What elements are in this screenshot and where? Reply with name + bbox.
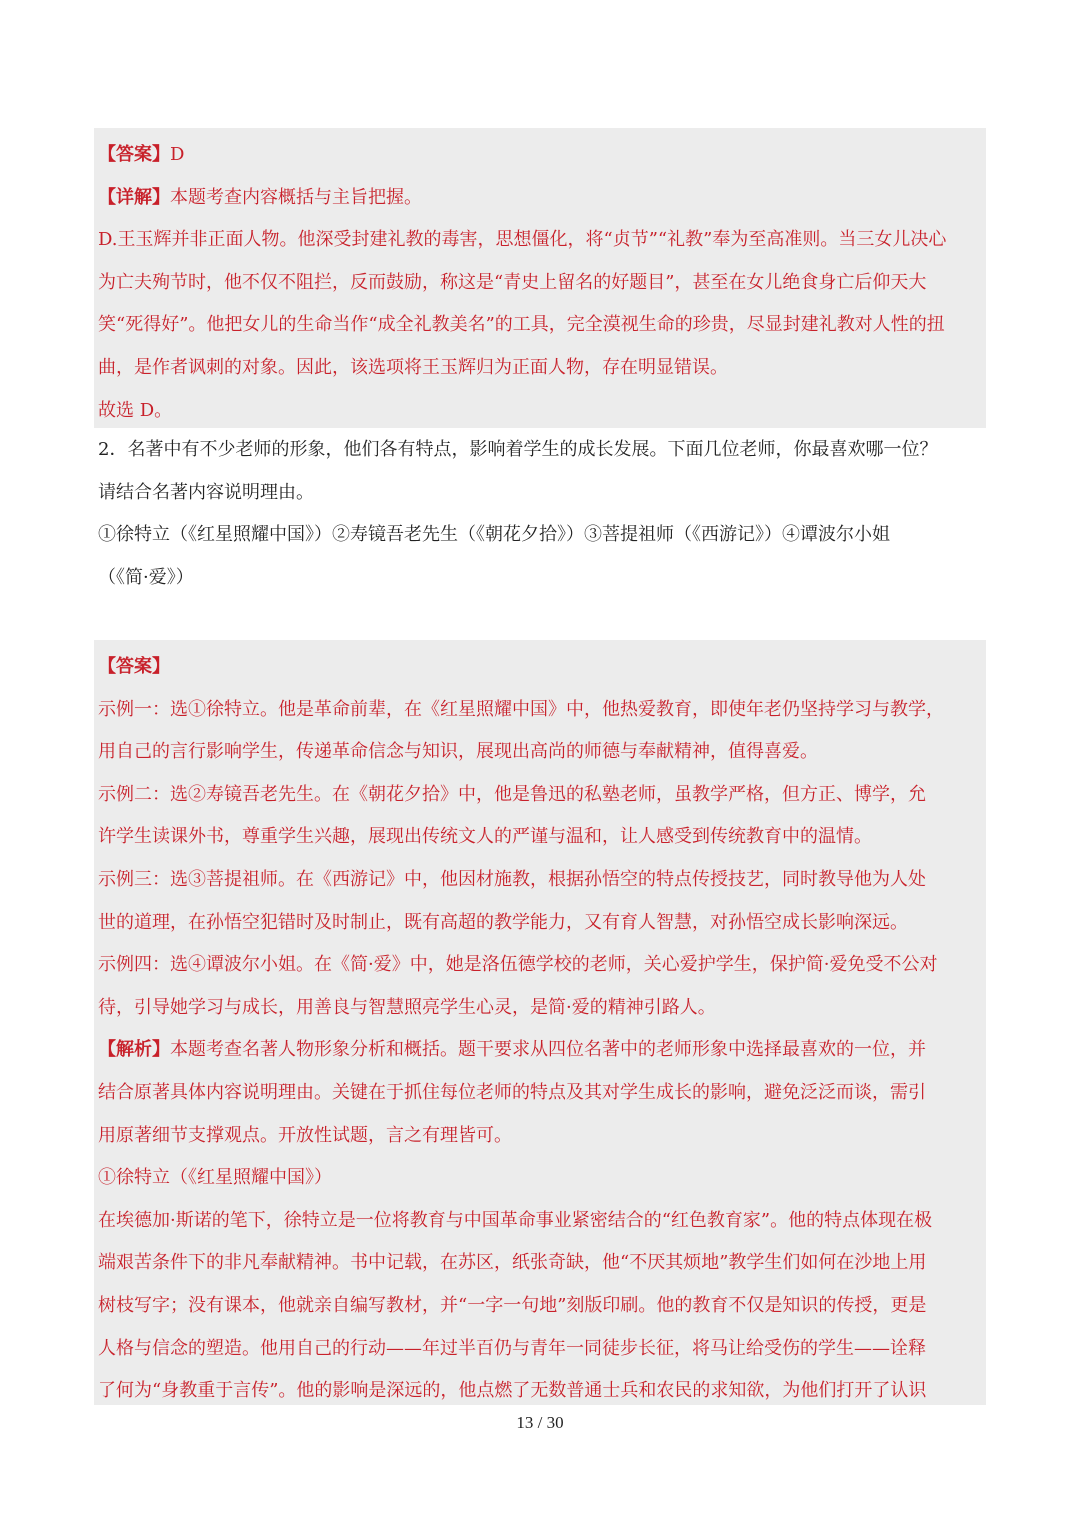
example-line: 示例一：选①徐特立。他是革命前辈，在《红星照耀中国》中，他热爱教育，即使年老仍坚持学习与教学， [98, 698, 944, 720]
example-line: 待，引导她学习与成长，用善良与智慧照亮学生心灵，是简·爱的精神引路人。 [98, 996, 716, 1018]
analysis-paragraph-line: 人格与信念的塑造。他用自己的行动——年过半百仍与青年一同徒步长征，将马让给受伤的学生——诠释 [98, 1337, 926, 1359]
answer-tag: 【答案】 [98, 656, 170, 677]
detail-paragraph-line: 笑“死得好”。他把女儿的生命当作“成全礼教美名”的工具，完全漠视生命的珍贵，尽显封建礼教对人性的扭 [98, 314, 945, 336]
analysis-subheading: ①徐特立（《红星照耀中国》） [98, 1167, 332, 1189]
detail-line [98, 177, 986, 220]
question-2 [98, 429, 998, 599]
options-line: ①徐特立（《红星照耀中国》）②寿镜吾老先生（《朝花夕拾》）③菩提祖师（《西游记》）④谭波尔小姐 [98, 524, 890, 546]
analysis-text: 本题考查名著人物形象分析和概括。题干要求从四位名著中的老师形象中选择最喜欢的一位，并 [170, 1039, 926, 1061]
example-line: 许学生读课外书，尊重学生兴趣，展现出传统文人的严谨与温和，让人感受到传统教育中的温情。 [98, 826, 872, 848]
example-line: 世的道理，在孙悟空犯错时及时制止，既有高超的教学能力，又有育人智慧，对孙悟空成长影响深远。 [98, 911, 908, 933]
analysis-paragraph-line: 在埃德加·斯诺的笔下，徐特立是一位将教育与中国革命事业紧密结合的“红色教育家”。他的特点体现在极 [98, 1209, 933, 1231]
example-line: 示例三：选③菩提祖师。在《西游记》中，他因材施教，根据孙悟空的特点传授技艺，同时教导他为人处 [98, 868, 926, 890]
detail-paragraph-line: D.王玉辉并非正面人物。他深受封建礼教的毒害，思想僵化，将“贞节”“礼教”奉为至高准则。当三女儿决心 [98, 229, 947, 251]
example-line: 示例四：选④谭波尔小姐。在《简·爱》中，她是洛伍德学校的老师，关心爱护学生，保护简·爱免受不公对 [98, 954, 938, 976]
answer-value: D [170, 144, 185, 165]
page-number: 13 / 30 [516, 1413, 564, 1432]
example-line: 用自己的言行影响学生，传递革命信念与知识，展现出高尚的师德与奉献精神，值得喜爱。 [98, 741, 818, 763]
analysis-tag: 【解析】 [98, 1039, 170, 1061]
answer-line [98, 134, 986, 177]
question-line: 2．名著中有不少老师的形象，他们各有特点，影响着学生的成长发展。下面几位老师，你最喜欢哪一位？ [98, 439, 938, 460]
analysis-paragraph-line: 结合原著具体内容说明理由。关键在于抓住每位老师的特点及其对学生成长的影响，避免泛泛而谈，需引 [98, 1081, 926, 1103]
analysis-line [98, 1029, 986, 1072]
analysis-paragraph-line: 树枝写字；没有课本，他就亲自编写教材，并“一字一句地”刻版印刷。他的教育不仅是知识的传授，更是 [98, 1294, 927, 1316]
question-line: 请结合名著内容说明理由。 [98, 481, 314, 503]
analysis-paragraph-line: 端艰苦条件下的非凡奉献精神。书中记载，在苏区，纸张奇缺，他“不厌其烦地”教学生们如何在沙地上用 [98, 1252, 927, 1274]
answer-tag-line [98, 646, 986, 689]
answer-block-1 [94, 128, 986, 428]
detail-text: 本题考查内容概括与主旨把握。 [170, 186, 422, 208]
options-line: （《简·爱》） [98, 566, 194, 588]
answer-tag: 【答案】 [98, 144, 170, 165]
analysis-paragraph-line: 用原著细节支撑观点。开放性试题，言之有理皆可。 [98, 1124, 512, 1146]
detail-paragraph-line: 为亡夫殉节时，他不仅不阻拦，反而鼓励，称这是“青史上留名的好题目”，甚至在女儿绝食身亡后仰天大 [98, 271, 927, 293]
detail-paragraph-line: 曲，是作者讽刺的对象。因此，该选项将王玉辉归为正面人物，存在明显错误。 [98, 356, 728, 378]
conclusion-line: 故选 D。 [98, 399, 173, 421]
analysis-paragraph-line: 了何为“身教重于言传”。他的影响是深远的，他点燃了无数普通士兵和农民的求知欲，为他们打开了认识 [98, 1380, 927, 1402]
detail-tag: 【详解】 [98, 186, 170, 208]
answer-block-2 [94, 640, 986, 1405]
example-line: 示例二：选②寿镜吾老先生。在《朝花夕拾》中，他是鲁迅的私塾老师，虽教学严格，但方正、博学，允 [98, 783, 926, 805]
